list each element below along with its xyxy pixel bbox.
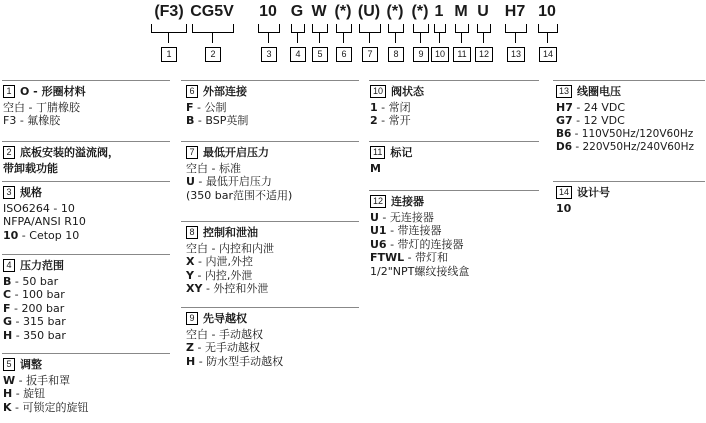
code-bracket <box>455 24 469 33</box>
code-segment: (*) <box>411 3 429 20</box>
option-line: 1 - 常闭 <box>370 100 411 114</box>
code-number-box: 12 <box>475 47 493 62</box>
section-design-number <box>556 186 610 215</box>
code-bracket <box>192 24 234 33</box>
section-divider <box>181 307 359 308</box>
section-divider <box>2 80 170 81</box>
section-title: 最低开启压力 <box>203 146 269 159</box>
section-number: 3 <box>3 186 15 199</box>
option-line: (350 bar范围不适用) <box>186 188 293 202</box>
code-bracket <box>258 24 280 33</box>
code-bracket <box>434 24 446 33</box>
code-segment: 10 <box>538 3 556 20</box>
section-number: 11 <box>370 146 385 159</box>
option-line: U - 最低开启压力 <box>186 175 272 188</box>
section-o-ring-material <box>3 85 86 128</box>
section-pressure-range <box>3 259 66 342</box>
section-external-connection <box>186 85 248 128</box>
code-stem <box>212 32 213 43</box>
code-stem <box>439 32 440 43</box>
option-line: 带卸载功能 <box>3 161 58 175</box>
section-number: 14 <box>556 186 572 199</box>
section-divider <box>2 254 170 255</box>
section-title: 设计号 <box>577 186 611 199</box>
section-title: 标记 <box>390 146 413 159</box>
section-divider <box>2 181 170 182</box>
code-number-box: 9 <box>413 47 429 62</box>
code-segment: H7 <box>504 3 526 20</box>
section-title: 规格 <box>20 186 42 199</box>
code-stem <box>268 32 269 43</box>
option-line: X - 内泄,外控 <box>186 255 253 268</box>
code-number-box: 10 <box>431 47 449 62</box>
section-title: 外部连接 <box>203 85 247 98</box>
code-number-box: 6 <box>336 47 352 62</box>
option-line: G - 315 bar <box>3 315 66 328</box>
option-line: B - 50 bar <box>3 274 59 288</box>
section-connector <box>370 195 469 278</box>
code-bracket <box>413 24 429 33</box>
code-stem <box>343 32 344 43</box>
code-stem <box>395 32 396 43</box>
option-line: G7 - 12 VDC <box>556 114 625 127</box>
code-segment: (*) <box>386 3 404 20</box>
section-title: 底板安装的溢流阀， <box>20 146 119 159</box>
section-number: 1 <box>3 85 15 98</box>
section-coil-voltage <box>556 85 694 155</box>
section-title: 控制和泄油 <box>203 226 258 239</box>
code-number-box: 11 <box>453 47 471 62</box>
code-segment: M <box>454 3 468 20</box>
option-line: W - 扳手和罩 <box>3 373 71 387</box>
section-title: 阀状态 <box>391 85 425 98</box>
code-stem <box>461 32 462 43</box>
option-line: F - 200 bar <box>3 301 65 315</box>
option-line: U6 - 带灯的连接器 <box>370 237 464 251</box>
code-stem <box>369 32 370 43</box>
option-line: NFPA/ANSI R10 <box>3 215 86 228</box>
option-line: F3 - 氟橡胶 <box>3 114 61 127</box>
code-stem <box>547 32 548 43</box>
section-divider <box>369 190 539 191</box>
option-line: ISO6264 - 10 <box>3 201 75 215</box>
section-number: 12 <box>370 195 386 208</box>
section-number: 6 <box>186 85 198 98</box>
section-control-drain <box>186 226 274 296</box>
option-line: C - 100 bar <box>3 288 65 301</box>
code-number-box: 13 <box>507 47 525 62</box>
section-pilot-override <box>186 312 283 368</box>
option-line: B - BSP英制 <box>186 114 249 127</box>
section-divider <box>553 181 705 182</box>
code-stem <box>483 32 484 43</box>
option-line: D6 - 220V50Hz/240V60Hz <box>556 141 695 153</box>
code-bracket <box>477 24 491 33</box>
option-line: U - 无连接器 <box>370 210 434 224</box>
section-title: O - 形圈材料 <box>20 85 86 98</box>
code-segment: U <box>477 3 489 20</box>
section-divider <box>2 141 170 142</box>
code-bracket <box>336 24 352 33</box>
section-number: 8 <box>186 226 198 239</box>
section-title: 线圈电压 <box>577 85 622 98</box>
section-number: 9 <box>186 312 198 325</box>
section-valve-type <box>3 146 119 175</box>
option-line: 1/2"NPT螺纹接线盒 <box>370 264 470 278</box>
code-stem <box>297 32 298 43</box>
code-segment: (U) <box>357 3 381 20</box>
section-divider <box>369 80 539 81</box>
section-divider <box>181 141 359 142</box>
section-divider <box>369 141 539 142</box>
code-segment: 10 <box>259 3 277 20</box>
section-title: 压力范围 <box>20 259 64 272</box>
code-number-box: 7 <box>362 47 378 62</box>
option-line: H - 防水型手动越权 <box>186 354 284 368</box>
section-divider <box>2 353 170 354</box>
code-segment: (F3) <box>154 3 184 20</box>
code-segment: (*) <box>334 3 352 20</box>
option-line: H - 350 bar <box>3 328 66 342</box>
option-line: F - 公制 <box>186 100 227 114</box>
option-line: 10 <box>556 201 572 215</box>
code-stem <box>515 32 516 43</box>
code-number-box: 1 <box>161 47 177 62</box>
code-segment: W <box>311 3 327 20</box>
option-line: H - 旋钮 <box>3 387 46 400</box>
section-size <box>3 186 86 242</box>
code-bracket <box>312 24 328 33</box>
section-adjustment <box>3 358 89 414</box>
code-bracket <box>505 24 527 33</box>
section-number: 2 <box>3 146 15 159</box>
section-divider <box>553 80 705 81</box>
option-line: 10 - Cetop 10 <box>3 228 80 242</box>
section-valve-state <box>370 85 424 128</box>
code-number-box: 3 <box>261 47 277 62</box>
section-title: 先导越权 <box>203 312 247 325</box>
code-bracket <box>151 24 187 33</box>
code-bracket <box>359 24 381 33</box>
section-title: 调整 <box>20 358 42 371</box>
section-number: 4 <box>3 259 15 272</box>
code-number-box: 5 <box>312 47 328 62</box>
section-number: 7 <box>186 146 198 159</box>
code-bracket <box>538 24 558 33</box>
code-bracket <box>388 24 404 33</box>
section-divider <box>181 221 359 222</box>
code-number-box: 2 <box>205 47 221 62</box>
section-number: 13 <box>556 85 572 98</box>
code-stem <box>420 32 421 43</box>
code-number-box: 14 <box>539 47 557 62</box>
code-stem <box>168 32 169 43</box>
code-segment: G <box>290 3 304 20</box>
option-line: H7 - 24 VDC <box>556 100 626 114</box>
section-min-cracking-pressure <box>186 146 292 202</box>
option-line: 空白 - 内控和内泄 <box>186 241 274 255</box>
code-segment: CG5V <box>190 3 234 20</box>
code-number-box: 4 <box>290 47 306 62</box>
option-line: K - 可锁定的旋钮 <box>3 400 89 414</box>
option-line: FTWL - 带灯和 <box>370 251 449 264</box>
section-number: 5 <box>3 358 15 371</box>
code-number-box: 8 <box>388 47 404 62</box>
section-number: 10 <box>370 85 386 98</box>
option-line: 空白 - 丁腈橡胶 <box>3 100 80 114</box>
option-line: Z - 无手动越权 <box>186 341 260 354</box>
option-line: B6 - 110V50Hz/120V60Hz <box>556 127 694 140</box>
code-stem <box>319 32 320 43</box>
option-line: 空白 - 标准 <box>186 161 241 175</box>
code-bracket <box>291 24 305 33</box>
option-line: XY - 外控和外泄 <box>186 282 269 295</box>
option-line: U1 - 带连接器 <box>370 224 442 237</box>
section-divider <box>181 80 359 81</box>
code-segment: 1 <box>434 3 444 20</box>
option-line: 空白 - 手动越权 <box>186 327 263 341</box>
option-line: M <box>370 161 381 175</box>
section-marking <box>370 146 412 175</box>
section-title: 连接器 <box>391 195 425 208</box>
option-line: Y - 内控,外泄 <box>186 268 253 282</box>
option-line: 2 - 常开 <box>370 114 411 127</box>
